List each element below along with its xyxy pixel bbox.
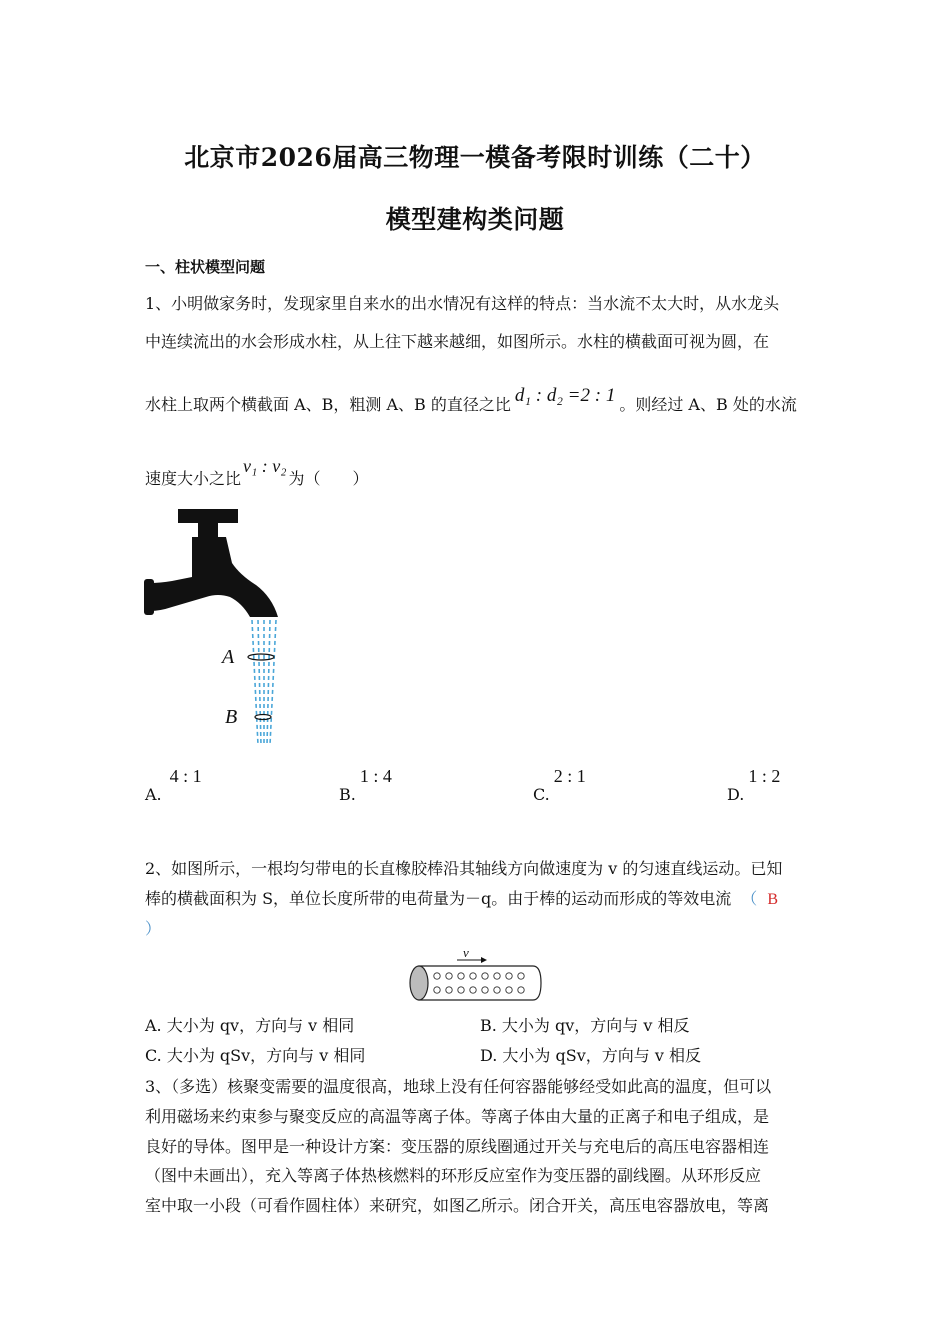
- option-c-letter: C.: [533, 785, 550, 804]
- q1-line-3: [145, 385, 797, 416]
- q1-line-4-tail: 为（ ）: [288, 469, 369, 488]
- velocity-label: v: [463, 945, 469, 960]
- q1-option-b[interactable]: [339, 766, 392, 804]
- q3-line-5: 室中取一小段（可看作圆柱体）来研究，如图乙所示。闭合开关，高压电容器放电，等离: [145, 1196, 770, 1215]
- option-d-value: 1 : 2: [748, 766, 781, 786]
- q1-option-c[interactable]: [533, 766, 586, 804]
- q1-line-3-text: 水柱上取两个横截面 A、B，粗测 A、B 的直径之比: [145, 395, 511, 414]
- option-a-letter: A.: [145, 785, 162, 804]
- q1-option-d[interactable]: [727, 766, 781, 804]
- q3-line-2: 利用磁场来约束参与聚变反应的高温等离子体。等离子体由大量的正离子和电子组成，是: [145, 1107, 770, 1126]
- rod-end-cap: [410, 966, 428, 1000]
- q1-line-1: 1、小明做家务时，发现家里自来水的出水情况有这样的特点：当水流不太大时，从水龙头: [145, 294, 780, 313]
- cross-section-a: [248, 654, 274, 660]
- cross-section-b: [255, 715, 271, 720]
- water-stream: [252, 620, 276, 745]
- q1-line-3-tail: 。则经过 A、B 处的水流: [619, 395, 797, 414]
- q2-option-b[interactable]: B. 大小为 qv，方向与 v 相反: [480, 1016, 690, 1035]
- option-d-letter: D.: [727, 785, 745, 804]
- section-heading: 一、柱状模型问题: [145, 258, 266, 276]
- q3-line-3: 良好的导体。图甲是一种设计方案：变压器的原线圈通过开关与充电后的高压电容器相连: [145, 1137, 770, 1156]
- velocity-ratio: v₁ : v₂: [243, 456, 287, 476]
- q2-line-1: 2、如图所示，一根均匀带电的长直橡胶棒沿其轴线方向做速度为 v 的匀速直线运动。已知: [145, 859, 783, 878]
- q3-line-4: （图中未画出），充入等离子体热核燃料的环形反应室作为变压器的副线圈。从环形反应: [145, 1166, 762, 1185]
- option-a-value: 4 : 1: [169, 766, 202, 786]
- q1-line-4: [145, 456, 369, 489]
- q2-line-2: [145, 886, 778, 909]
- answer-letter: B: [767, 891, 778, 908]
- answer-paren-open: （: [741, 889, 758, 908]
- faucet-figure: [140, 505, 290, 750]
- q2-option-d[interactable]: D. 大小为 qSv，方向与 v 相反: [480, 1046, 701, 1065]
- arrow-head-icon: [481, 957, 487, 963]
- q3-line-1: 3、（多选）核聚变需要的温度很高，地球上没有任何容器能够经受如此高的温度，但可以: [145, 1077, 772, 1096]
- q2-option-a[interactable]: A. 大小为 qv，方向与 v 相同: [145, 1016, 355, 1035]
- page-subtitle: 模型建构类问题: [385, 205, 565, 234]
- option-b-value: 1 : 4: [359, 766, 392, 786]
- q1-line-2: 中连续流出的水会形成水柱，从上往下越来越细，如图所示。水柱的横截面可视为圆，在: [145, 332, 770, 351]
- q1-option-a[interactable]: [145, 766, 202, 804]
- label-b: B: [225, 706, 238, 728]
- page-title: 北京市2026届高三物理一模备考限时训练（二十）: [184, 143, 766, 172]
- option-c-value: 2 : 1: [553, 766, 586, 786]
- rod-figure: [405, 944, 545, 1004]
- label-a: A: [222, 646, 235, 668]
- rod-body: [419, 966, 541, 1000]
- q1-line-4-text: 速度大小之比: [145, 469, 242, 488]
- faucet-icon: [144, 509, 278, 617]
- option-b-letter: B.: [339, 785, 356, 804]
- answer-paren-close: ）: [145, 919, 162, 938]
- q2-line-2-text: 棒的横截面积为 S，单位长度所带的电荷量为－q。由于棒的运动而形成的等效电流: [145, 889, 732, 908]
- q2-option-c[interactable]: C. 大小为 qSv，方向与 v 相同: [145, 1046, 366, 1065]
- diameter-ratio: d₁ : d₂ =2 : 1: [514, 385, 616, 406]
